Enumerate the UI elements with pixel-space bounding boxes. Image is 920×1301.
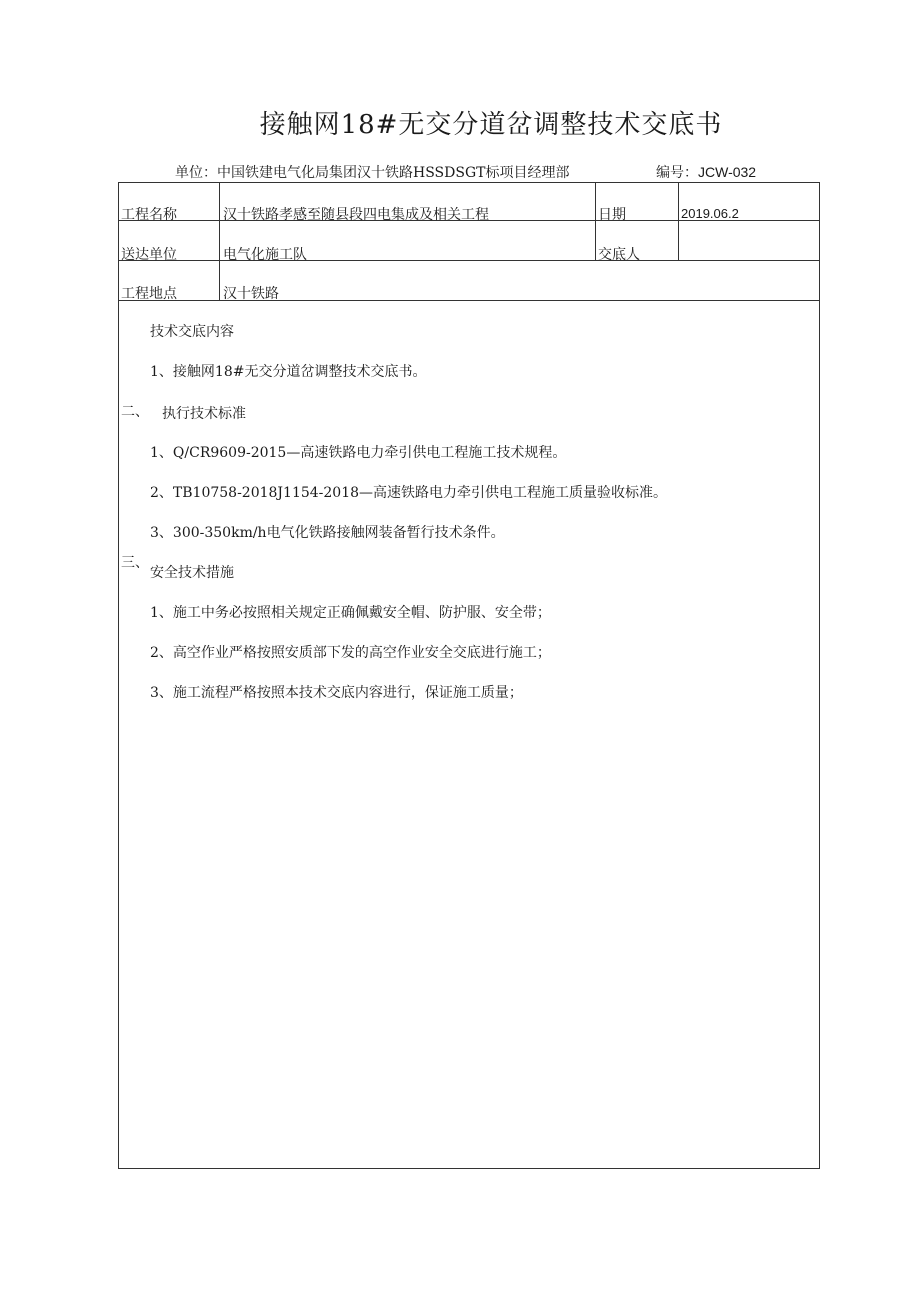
code-line <box>656 162 756 182</box>
standard-item: 2、TB10758-2018J1154-2018—高速铁路电力牵引供电工程施工质量验收标准。 <box>150 485 668 501</box>
section-3-marker: 三、 <box>121 555 149 571</box>
project-name-value: 汉十铁路孝感至随县段四电集成及相关工程 <box>223 207 489 223</box>
section-2-title: 执行技术标准 <box>162 406 246 422</box>
unit-value: 中国铁建电气化局集团汉十铁路HSSDSGT标项目经理部 <box>217 165 570 181</box>
recipient-label: 送达单位 <box>121 247 177 263</box>
code-label: 编号： <box>656 165 698 181</box>
date-value: 2019.06.2 <box>681 206 739 221</box>
content-item-1: 1、接触网18#无交分道岔调整技术交底书。 <box>150 364 427 380</box>
unit-line <box>175 162 569 182</box>
column-divider <box>678 183 679 261</box>
safety-item: 2、高空作业严格按照安质部下发的高空作业安全交底进行施工； <box>150 645 551 661</box>
code-value: JCW-032 <box>698 164 757 180</box>
unit-label: 单位： <box>175 165 217 181</box>
location-label: 工程地点 <box>121 286 177 302</box>
date-label: 日期 <box>598 207 626 223</box>
safety-item: 1、施工中务必按照相关规定正确佩戴安全帽、防护服、安全带； <box>150 605 551 621</box>
content-heading: 技术交底内容 <box>150 324 234 340</box>
section-2-marker: 二、 <box>121 404 149 420</box>
column-divider <box>595 183 596 261</box>
section-3-title: 安全技术措施 <box>150 565 234 581</box>
location-value: 汉十铁路 <box>223 286 279 302</box>
recipient-value: 电气化施工队 <box>223 247 307 263</box>
presenter-label: 交底人 <box>598 247 640 263</box>
disclosure-table <box>118 182 820 1169</box>
standard-item: 3、300-350km/h电气化铁路接触网装备暂行技术条件。 <box>150 525 505 541</box>
standard-item: 1、Q/CR9609-2015—高速铁路电力牵引供电工程施工技术规程。 <box>150 445 567 461</box>
document-title: 接触网18#无交分道岔调整技术交底书 <box>259 110 723 140</box>
column-divider <box>219 183 220 300</box>
safety-item: 3、施工流程严格按照本技术交底内容进行，保证施工质量； <box>150 685 523 701</box>
project-name-label: 工程名称 <box>121 207 177 223</box>
